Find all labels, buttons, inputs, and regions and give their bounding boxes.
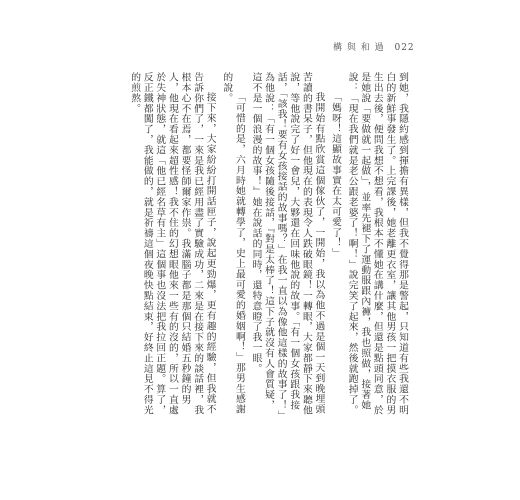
page-header xyxy=(333,40,415,53)
paragraph: 接下來，大家紛紛打開話匣子，說起更勁爆，更有趣的經驗，但我就不告訴你們了，一來是我已經用盡了實驗成功，二來是在接下來的談話裡，我根本心不在焉，都要怪師爾家作祟。我滿腦子都是那個只結婚五秒鐘的男人，他現在看起來超性感！我不住的幻想眼他來一些有的沒的，所以一直處於失神狀態，就這「他已經名草有主」這個事也沒法把我拉回正題。算了，反正鐵都闖了，我能做的，就是祈禱這個夜晚快點結束，好終止這見不得光的煎熬。 xyxy=(129,72,216,416)
paragraph: 為他說：「有一個女孩隨後接話，『對是太棒了！這下子就沒有人會質疑，這不是一個浪漫的故事！』她在說話的同時，還特意瞪了我一眼。 xyxy=(250,72,275,411)
page-number: 022 xyxy=(394,43,415,53)
paragraph: 到她，我隱約感到揮擔有異樣，但我不覺得那是警起，只知道有些我還不明白的新鮮事發生了。上完課後，她老離更衣室，讓其他男孩一把摸衣服的男生出去後，便問我想不想看，我根本不懂她在講什麼，但還是點頭同意，於是她說「要做就一起做」，並率先褪下了運動服跟內褲，我也照做，接著她說：「現在我們就是老公跟老婆了！啊！」說完笑了起來，然後就跑掉了。 xyxy=(346,72,408,416)
paragraph: 「可惜的是，六月時她就轉學了，史上最可愛的婚姻啊！」那男生感謝的說。 xyxy=(221,72,245,414)
body-text xyxy=(128,72,408,420)
paragraph: 我開始有點欣賞這個傢伙了，一開始，我以為他不過是個一天到晚埋頭苦讀的書呆子，但他現在的表現令人跌破眼鏡！一轉眼，大家都靜下來聽他說，等他說完了好一會兒，大夥還在回味他說的故事。「有一個女孩跟我接話，「該我！要有女孩接話的故事嗎？」在我一直以為像他這樣的故事了！」 xyxy=(275,72,325,421)
paragraph: 「媽呀！這顯故事實在太可愛了！」 xyxy=(330,91,342,258)
running-title: 構 與 和 過 xyxy=(333,43,385,53)
